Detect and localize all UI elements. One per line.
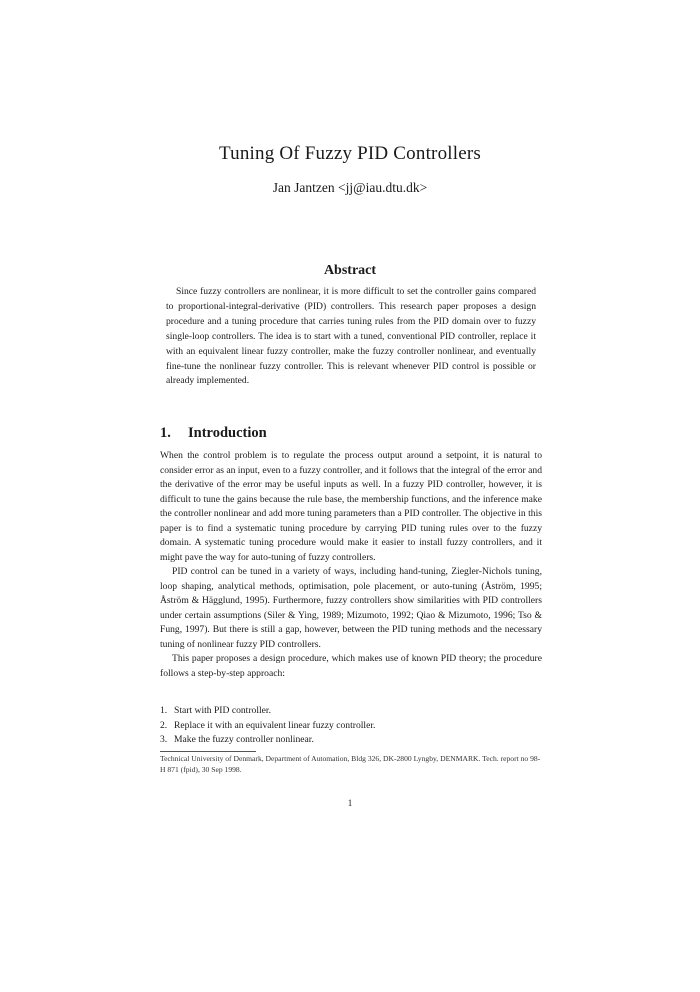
abstract-text: Since fuzzy controllers are nonlinear, it is more difficult to set the controller gains compared to proportional-integral-derivative (PID) controllers. This research paper proposes a design procedure and a tuning procedure that carries tuning rules from the PID domain over to fuzzy single-loop controllers. The idea is to start with a tuned, conventional PID controller, replace it with an equivalent linear fuzzy controller, make the fuzzy controller nonlinear, and eventually fine-tune the nonlinear fuzzy controller. This is relevant whenever PID control is possible or already implemented. <box>166 286 536 387</box>
page-number: 1 <box>347 798 353 808</box>
list-text: Start with PID controller. <box>174 705 271 716</box>
list-number: 3. <box>160 734 168 746</box>
section-title: Introduction <box>188 425 267 441</box>
list-number: 2. <box>160 719 168 731</box>
list-item <box>160 733 542 748</box>
introduction-body <box>160 449 542 681</box>
intro-paragraph: This paper proposes a design procedure, which makes use of known PID theory; the procedure follows a step-by-step approach: <box>160 653 542 679</box>
intro-paragraph: When the control problem is to regulate the process output around a setpoint, it is natural to consider error as an input, even to a fuzzy controller, and it follows that the integral of the error and the derivative of the error may be useful inputs as well. In a fuzzy PID controller, however, it is difficult to tune the gains because the rule base, the membership functions, and the inference make the controller nonlinear and add more tuning parameters than a PID controller. The objective in this paper is to find a systematic tuning procedure by carrying PID tuning rules over to the fuzzy domain. A systematic tuning procedure would make it easier to install fuzzy controllers, and it might pave the way for auto-tuning of fuzzy controllers. <box>160 450 542 563</box>
list-item <box>160 704 542 719</box>
list-number: 1. <box>160 705 168 716</box>
abstract-heading: Abstract <box>323 263 377 278</box>
section-heading <box>160 425 267 442</box>
list-item <box>160 719 542 734</box>
footnote-divider <box>160 751 256 752</box>
procedure-list <box>160 704 542 748</box>
paper-title: Tuning Of Fuzzy PID Controllers <box>218 143 481 164</box>
footnote: Technical University of Denmark, Department of Automation, Bldg 326, DK-2800 Lyngby, DENMARK. Tech. report no 98-H 871 (fpid), 30 Sep 1998. <box>160 754 541 774</box>
paper-author: Jan Jantzen <jj@iau.dtu.dk> <box>272 180 428 195</box>
list-text: Replace it with an equivalent linear fuzzy controller. <box>174 719 376 731</box>
list-text: Make the fuzzy controller nonlinear. <box>174 734 314 746</box>
intro-paragraph: PID control can be tuned in a variety of ways, including hand-tuning, Ziegler-Nichols tuning, loop shaping, analytical methods, optimisation, pole placement, or auto-tuning (Åström, 1995; Åström & Hägglund, 1995). Furthermore, fuzzy controllers show similarities with PID controllers under certain assumptions (Siler & Ying, 1989; Mizumoto, 1992; Qiao & Mizumoto, 1996; Tso & Fung, 1997). But there is still a gap, however, between the PID tuning methods and the necessary tuning of nonlinear fuzzy PID controllers. <box>160 566 542 650</box>
section-number: 1. <box>160 425 171 441</box>
